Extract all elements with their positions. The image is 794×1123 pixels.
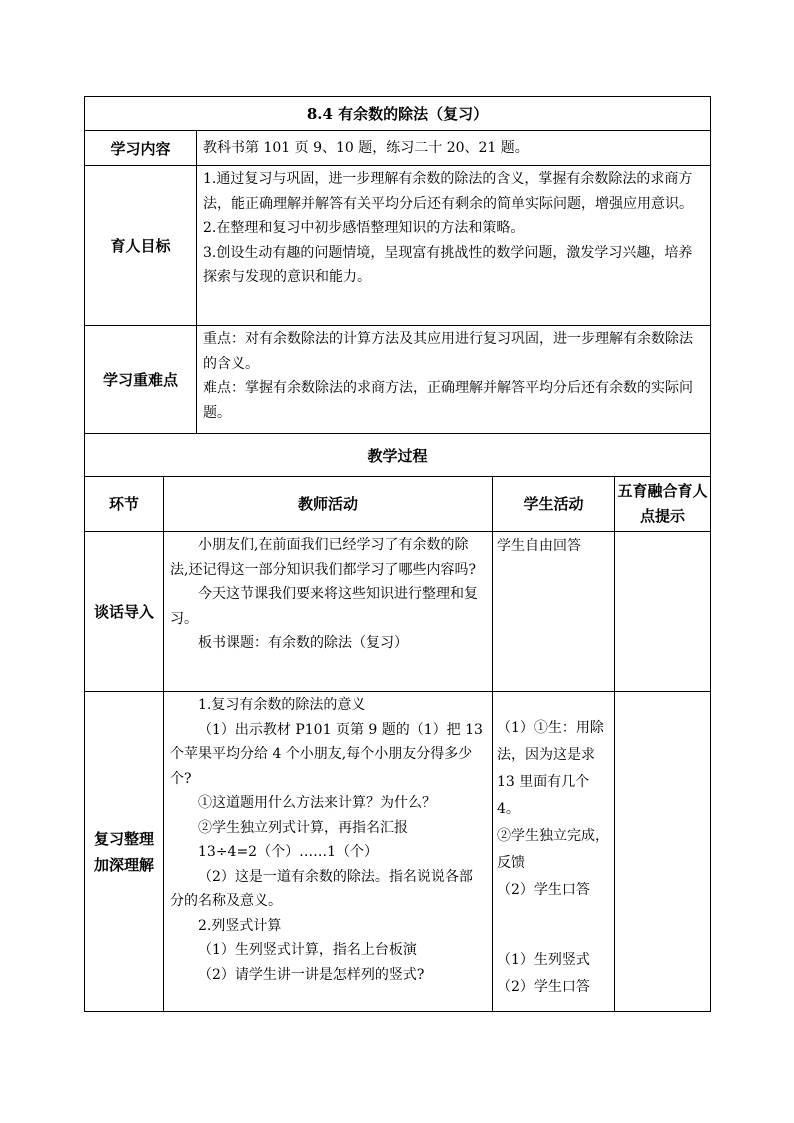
column-header-teacher: 教师活动 (164, 477, 493, 532)
student-activity (493, 532, 615, 692)
key-points-text (197, 326, 711, 434)
teacher-line: （2）请学生讲一讲是怎样列的竖式? (198, 966, 425, 983)
goals-label: 育人目标 (85, 166, 197, 326)
teacher-line: （1）出示教材 P101 页第 9 题的（1）把 13 个苹果平均分给 4 个小朋友,每个小朋友分得多少个? (170, 721, 483, 787)
teacher-line: 板书课题：有余数的除法（复习） (198, 635, 408, 651)
student-line: （2）学生口答 (497, 882, 590, 898)
teacher-line: （2）这是一道有余数的除法。指名说说各部分的名称及意义。 (170, 868, 473, 909)
column-header-stage: 环节 (85, 477, 164, 532)
teacher-activity (164, 692, 493, 1012)
goal-line: 1.通过复习与巩固，进一步理解有余数的除法的含义，掌握有余数除法的求商方法，能正确理解并解答有关平均分后还有剩余的简单实际问题，增强应用意识。 (203, 171, 693, 212)
process-heading: 教学过程 (85, 434, 711, 477)
teacher-activity (164, 532, 493, 692)
student-line: （2）学生口答 (497, 979, 590, 995)
column-header-student: 学生活动 (493, 477, 615, 532)
teacher-line: 13÷4=2（个）……1（个） (198, 844, 378, 860)
goal-line: 3.创设生动有趣的问题情境，呈现富有挑战性的数学问题，激发学习兴趣，培养探索与发现的意识和能力。 (203, 244, 693, 285)
hint-cell (615, 692, 711, 1012)
content-label: 学习内容 (85, 131, 197, 166)
key-point-line: 难点：掌握有余数除法的求商方法，正确理解并解答平均分后还有余数的实际问题。 (203, 380, 693, 421)
student-line: （1）①生：用除法，因为这是求 13 里面有几个 4。 (497, 720, 604, 817)
teacher-line: 今天这节课我们要来将这些知识进行整理和复习。 (170, 586, 478, 627)
student-activity (493, 692, 615, 1012)
content-text: 教科书第 101 页 9、10 题，练习二十 20、21 题。 (197, 131, 711, 166)
hint-cell (615, 532, 711, 692)
student-line: （1）生列竖式 (497, 952, 590, 968)
teacher-line: 小朋友们,在前面我们已经学习了有余数的除法,还记得这一部分知识我们都学习了哪些内容吗? (170, 537, 476, 578)
column-header-hint: 五育融合育人点提示 (615, 477, 711, 532)
teacher-line: ②学生独立列式计算，再指名汇报 (198, 819, 408, 836)
stage-label: 谈话导入 (85, 532, 164, 692)
goals-text (197, 166, 711, 326)
teacher-line: 2.列竖式计算 (198, 917, 282, 934)
key-point-line: 重点：对有余数除法的计算方法及其应用进行复习巩固，进一步理解有余数除法的含义。 (203, 331, 693, 372)
goal-line: 2.在整理和复习中初步感悟整理知识的方法和策略。 (203, 220, 525, 236)
stage-label-text: 复习整理加深理解 (93, 829, 154, 874)
lesson-title: 8.4 有余数的除法（复习） (85, 97, 711, 131)
student-line: 学生自由回答 (497, 538, 581, 554)
student-line: ②学生独立完成，反馈 (497, 828, 609, 871)
teacher-line: ①这道题用什么方法来计算？为什么？ (198, 795, 436, 811)
stage-label (85, 692, 164, 1012)
key-points-label: 学习重难点 (85, 326, 197, 434)
teacher-line: （1）生列竖式计算，指名上台板演 (198, 942, 417, 958)
lesson-plan-table (84, 96, 711, 1012)
teacher-line: 1.复习有余数的除法的意义 (198, 697, 366, 713)
